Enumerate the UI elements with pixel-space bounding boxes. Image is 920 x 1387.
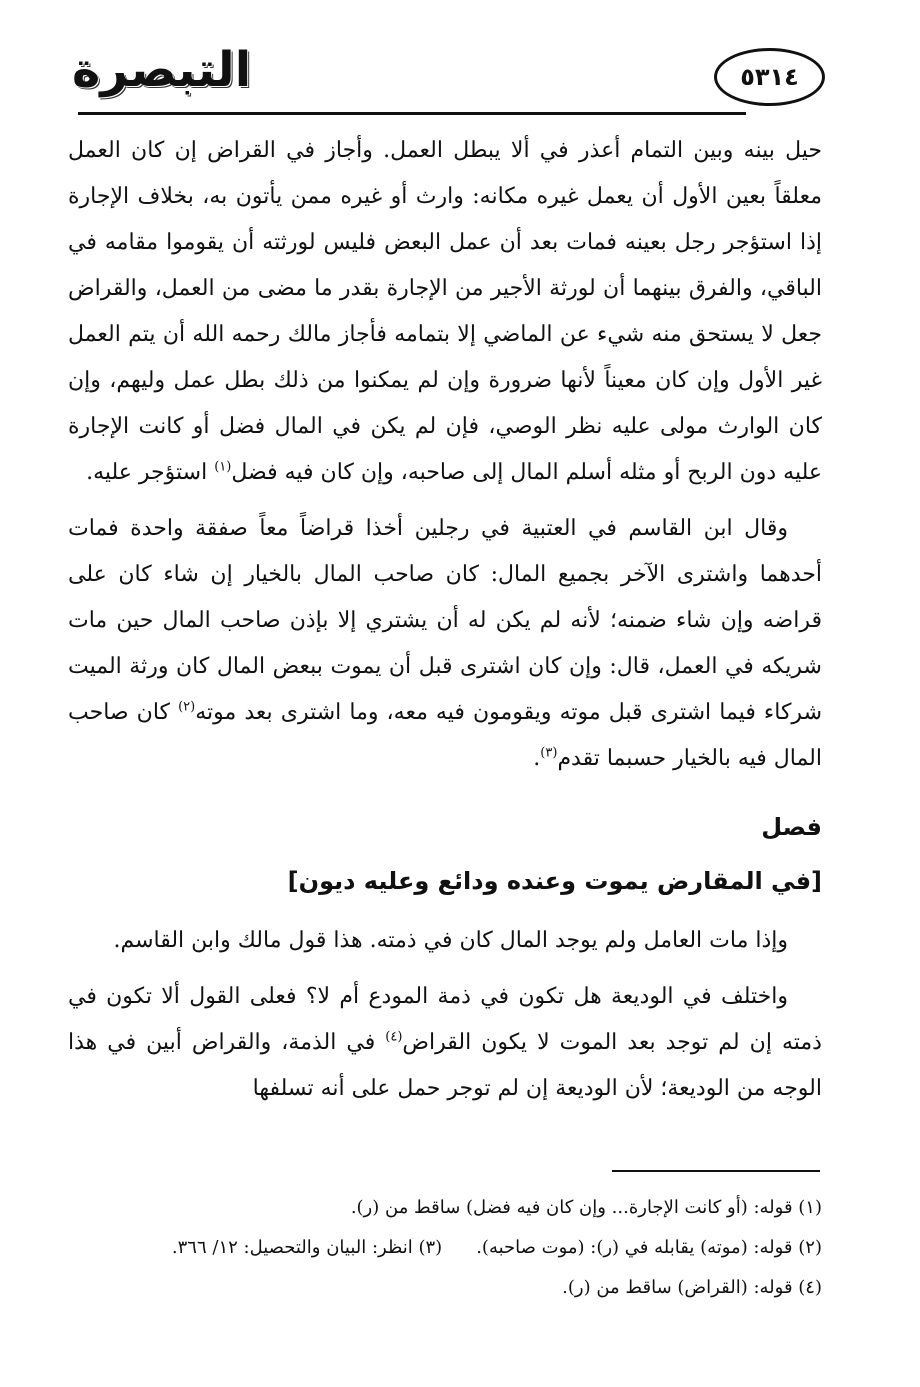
page-number: ٥٣١٤ [740, 63, 799, 91]
page-number-badge [714, 48, 825, 106]
subsection-title: [في المقارض يموت وعنده ودائع وعليه ديون] [287, 867, 822, 895]
paragraph: وإذا مات العامل ولم يوجد المال كان في ذمته. هذا قول مالك وابن القاسم. [113, 928, 788, 953]
footnote-separator [612, 1170, 820, 1172]
footnote-1: (١) قوله: (أو كانت الإجارة... وإن كان فيه فضل) ساقط من (ر). [350, 1197, 822, 1218]
footnote-ref-3: (٣) [540, 745, 558, 761]
footnote-ref-4: (٤) [385, 1029, 403, 1045]
header-rule [78, 112, 746, 115]
footnote-4: (٤) قوله: (القراض) ساقط من (ر). [562, 1277, 822, 1298]
footnote-2-3 [68, 1228, 822, 1268]
paragraph: حيل بينه وبين التمام أعذر في ألا يبطل العمل. وأجاز في القراض إن كان العمل معلقاً بعين الأول أن يعمل غيره مكانه: وارث أو غيره ممن يأتون به، بخلاف الإجارة إذا استؤجر رجل بعينه فمات بعد أن عمل البعض فليس لورثته أن يقوموا مقامه في الباقي، والفرق بينهما أن لورثة الأجير من الإجارة بقدر ما مضى من العمل، والقراض جعل لا يستحق منه شيء عن الماضي إلا بتمامه فأجاز مالك رحمه الله أن يتم العمل غير الأول وإن كان معيناً لأنها ضرورة وإن لم يمكنوا من ذلك بطل عمل وليهم، وإن كان الوارث مولى عليه نظر الوصي، فإن لم يكن في المال فضل أو كانت الإجارة عليه دون الربح أو مثله أسلم المال إلى صاحبه، وإن كان فيه فضل$^{(١)}$ استؤجر عليه. [68, 138, 822, 485]
footnote-3: (٣) انظر: البيان والتحصيل: ١٢/ ٣٦٦. [171, 1237, 443, 1258]
footnote-2: (٢) قوله: (موته) يقابله في (ر): (موت صاحبه). [476, 1237, 822, 1258]
footnotes [68, 1188, 822, 1308]
paragraph: وقال ابن القاسم في العتبية في رجلين أخذا قراضاً معاً صفقة واحدة فمات أحدهما واشترى الآخر بجميع المال: كان صاحب المال بالخيار إن شاء كان على قراضه وإن شاء ضمنه؛ لأنه لم يكن له أن يشتري إلا بإذن صاحب المال حين مات شريكه في العمل، قال: وإن كان اشترى قبل أن يموت ببعض المال كان ورثة الميت شركاء فيما اشترى قبل موته ويقومون فيه معه، وما اشترى بعد موته$^{(٢)}$ كان صاحب المال فيه بالخيار حسبما تقدم$^{(٣)}$. [68, 516, 823, 771]
section-title: فصل [761, 813, 822, 841]
paragraph: واختلف في الوديعة هل تكون في ذمة المودع أم لا؟ فعلى القول ألا تكون في ذمته إن لم توجد بعد الموت لا يكون القراض$^{(٤)}$ في الذمة، والقراض أبين في هذا الوجه من الوديعة؛ لأن الوديعة إن لم توجر حمل على أنه تسلفها [68, 984, 822, 1101]
footnote-ref-1: (١) [214, 459, 232, 475]
footnote-ref-2: (٢) [178, 699, 196, 715]
main-text [68, 128, 822, 1122]
book-title: التبصرة [72, 42, 252, 98]
page-header [60, 38, 825, 118]
